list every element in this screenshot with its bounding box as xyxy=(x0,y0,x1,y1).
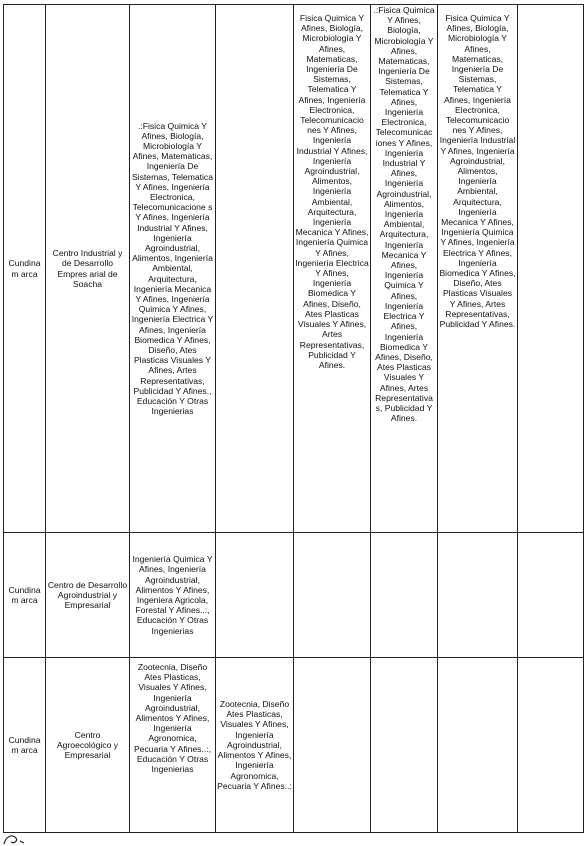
program-cell xyxy=(438,533,518,658)
program-cell: .:Fisica Quimica Y Afines, Biología, Microbiología Y Afines, Matematicas, Ingeniería De Sistemas, Telematica Y Afines, Ingeniería Electronica, Telecomunicac iones Y Afines, Ingeniería Industrial Y Afines, Ingeniería Agroindustrial, Alimentos, Ingeniería Ambiental, Arquitectura, Ingeniería Mecanica Y Afines, Ingeniería Quimica Y Afines, Ingeniería Electrica Y Afines, Ingeniería Biomedica Y Afines, Diseño, Ates Plasticas Visuales Y Afines, Artes Representativa s, Publicidad Y Afines. xyxy=(371,5,438,533)
center-cell: Centro Industrial y de Desarrollo Empres arial de Soacha xyxy=(46,5,130,533)
center-cell: Centro de Desarrollo Agroindustrial y Empresarial xyxy=(46,533,130,658)
program-cell: .:Fisica Quimica Y Afines, Biología, Microbiología Y Afines, Matematicas, Ingeniería De Sistemas, Telematica Y Afines, Ingeniería Electronica, Telecomunicacione s Y Afines, Ingeniería Industrial Y Afines, Ingeniería Agroindustrial, Alimentos, Ingeniería Ambiental, Arquitectura, Ingeniería Mecanica Y Afines, Ingeniería Quimica Y Afines, Ingeniería Electrica Y Afines, Ingeniería Biomedica Y Afines, Diseño, Ates Plasticas Visuales Y Afines, Artes Representativas, Publicidad Y Afines., Educación Y Otras Ingenierias xyxy=(130,5,216,533)
department-cell: Cundinam arca xyxy=(4,658,46,833)
table-row xyxy=(4,658,584,833)
department-cell: Cundinam arca xyxy=(4,533,46,658)
program-cell: Ingeniería Quimica Y Afines, Ingeniería Agroindustrial, Alimentos Y Afines, Ingeniera Agricola, Forestal Y Afines..:, Educación Y Otras Ingenierias xyxy=(130,533,216,658)
program-cell xyxy=(294,533,371,658)
program-cell: Fisica Quimica Y Afines, Biología, Microbiología Y Afines, Matematicas, Ingeniería De Sistemas, Telematica Y Afines, Ingeniería Electronica, Telecomunicacio nes Y Afines, Ingeniería Industrial Y Afines, Ingeniería Agroindustrial, Alimentos, Ingeniería Ambiental, Arquitectura, Ingeniería Mecanica Y Afines, Ingeniería Quimica Y Afines, Ingeniería Electrica Y Afines, Ingeniería Biomedica Y Afines, Diseño, Ates Plasticas Visuales Y Afines, Artes Representativas, Publicidad Y Afines. xyxy=(438,5,518,533)
program-cell xyxy=(216,533,294,658)
center-cell: Centro Agroecológico y Empresarial xyxy=(46,658,130,833)
table-row xyxy=(4,533,584,658)
program-cell xyxy=(518,658,584,833)
program-cell xyxy=(216,5,294,533)
signature-mark xyxy=(2,832,42,846)
program-cell: Zootecnia, Diseño Ates Plasticas, Visuales Y Afines, Ingeniería Agroindustrial, Alimentos Y Afines, Ingeniería Agronomica, Pecuaria Y Afines..:, Educación Y Otras Ingenierias xyxy=(130,658,216,833)
department-cell: Cundinam arca xyxy=(4,5,46,533)
table-row xyxy=(4,5,584,533)
programs-table xyxy=(3,4,584,833)
program-cell: Zootecnia, Diseño Ates Plasticas, Visuales Y Afines, Ingeniería Agroindustrial, Alimentos Y Afines, Ingeniería Agronomica, Pecuaria Y Afines..: xyxy=(216,658,294,833)
program-cell: Fisica Quimica Y Afines, Biología, Microbiología Y Afines, Matematicas, Ingeniería De Sistemas, Telematica Y Afines, Ingeniería Electronica, Telecomunicacio nes Y Afines, Ingeniería Industrial Y Afines, Ingeniería Agroindustrial, Alimentos, Ingeniería Ambiental, Arquitectura, Ingeniería Mecanica Y Afines, Ingeniería Quimica Y Afines, Ingeniería Electrica Y Afines, Ingeniería Biomedica Y Afines, Diseño, Ates Plasticas Visuales Y Afines, Artes Representativas, Publicidad Y Afines. xyxy=(294,5,371,533)
program-cell xyxy=(294,658,371,833)
program-cell xyxy=(518,5,584,533)
program-cell xyxy=(371,533,438,658)
program-cell xyxy=(518,533,584,658)
program-cell xyxy=(371,658,438,833)
program-cell xyxy=(438,658,518,833)
